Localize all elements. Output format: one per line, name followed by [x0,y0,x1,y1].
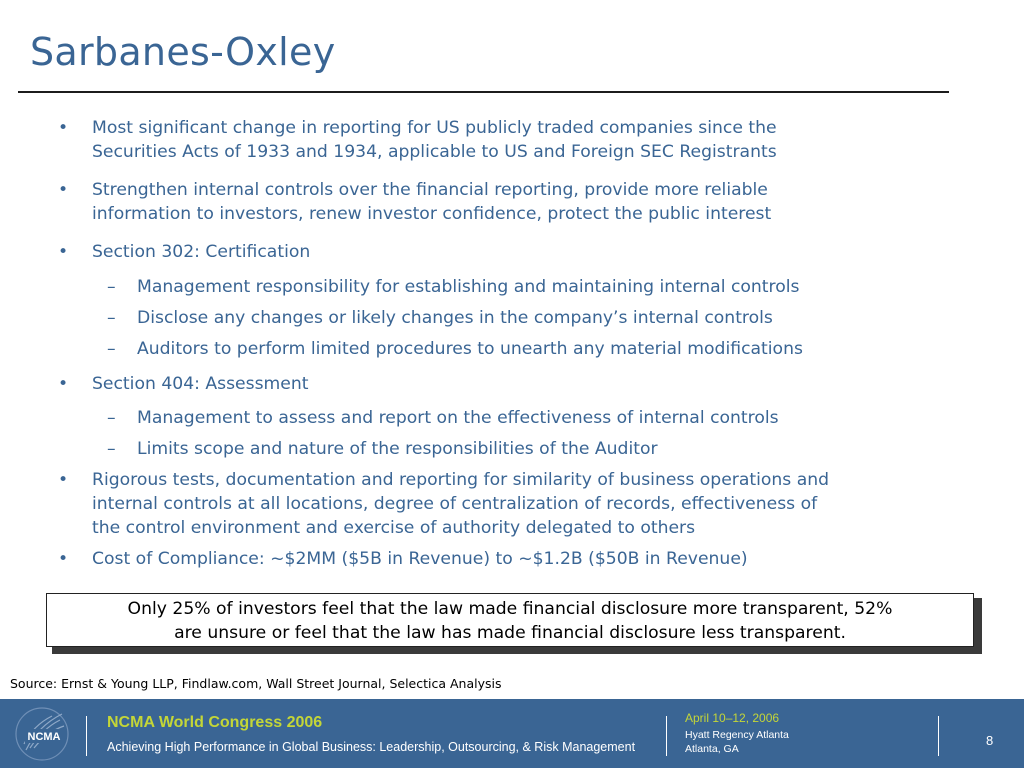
bullet-text: Rigorous tests, documentation and reporting for similarity of business operations and [92,470,830,490]
bullet-text: Strengthen internal controls over the financial reporting, provide more reliable [92,180,768,200]
sub-bullet-text: Disclose any changes or likely changes in the company’s internal controls [137,308,773,328]
bullet-text: Securities Acts of 1933 and 1934, applicable to US and Foreign SEC Registrants [92,142,777,162]
bullet-marker: • [58,118,69,138]
callout-text: are unsure or feel that the law has made financial disclosure less transparent. [174,623,846,643]
sub-bullet-text: Auditors to perform limited procedures to unearth any material modifications [137,339,803,359]
footer-divider [86,716,87,756]
venue-text: Hyatt Regency Atlanta [685,729,789,741]
logo-text: NCMA [27,731,61,743]
bullet-text: internal controls at all locations, degree of centralization of records, effectiveness of [92,494,818,514]
bullet-text: information to investors, renew investor confidence, protect the public interest [92,204,772,224]
sub-bullet-marker: – [107,277,116,297]
ncma-logo [12,704,72,764]
conference-subtitle: Achieving High Performance in Global Business: Leadership, Outsourcing, & Risk Management [107,740,636,754]
sub-bullet-marker: – [107,408,116,428]
sub-bullet-text: Limits scope and nature of the responsibilities of the Auditor [137,439,658,459]
sub-bullet-text: Management to assess and report on the effectiveness of internal controls [137,408,779,428]
bullet-text: Cost of Compliance: ~$2MM ($5B in Revenue) to ~$1.2B ($50B in Revenue) [92,549,748,569]
callout-box [46,593,974,647]
footer-divider [666,716,667,756]
bullet-text: the control environment and exercise of authority delegated to others [92,518,696,538]
bullet-text: Section 404: Assessment [92,374,309,394]
title-divider [18,91,949,93]
city-text: Atlanta, GA [685,743,739,755]
event-location [685,728,789,756]
event-date: April 10–12, 2006 [685,711,780,725]
bullet-marker: • [58,374,69,394]
callout-text: Only 25% of investors feel that the law made financial disclosure more transparent, 52% [127,599,893,619]
footer-divider [938,716,939,756]
conference-title: NCMA World Congress 2006 [107,714,323,731]
footer-bar [0,699,1024,768]
bullet-marker: • [58,470,69,490]
slide-title: Sarbanes-Oxley [30,30,336,74]
sub-bullet-marker: – [107,308,116,328]
bullet-marker: • [58,180,69,200]
page-number: 8 [986,733,994,748]
sub-bullet-marker: – [107,439,116,459]
sub-bullet-marker: – [107,339,116,359]
bullet-marker: • [58,242,69,262]
bullet-marker: • [58,549,69,569]
source-note: Source: Ernst & Young LLP, Findlaw.com, Wall Street Journal, Selectica Analysis [10,676,502,691]
sub-bullet-text: Management responsibility for establishing and maintaining internal controls [137,277,800,297]
bullet-text: Most significant change in reporting for US publicly traded companies since the [92,118,777,138]
bullet-text: Section 302: Certification [92,242,311,262]
